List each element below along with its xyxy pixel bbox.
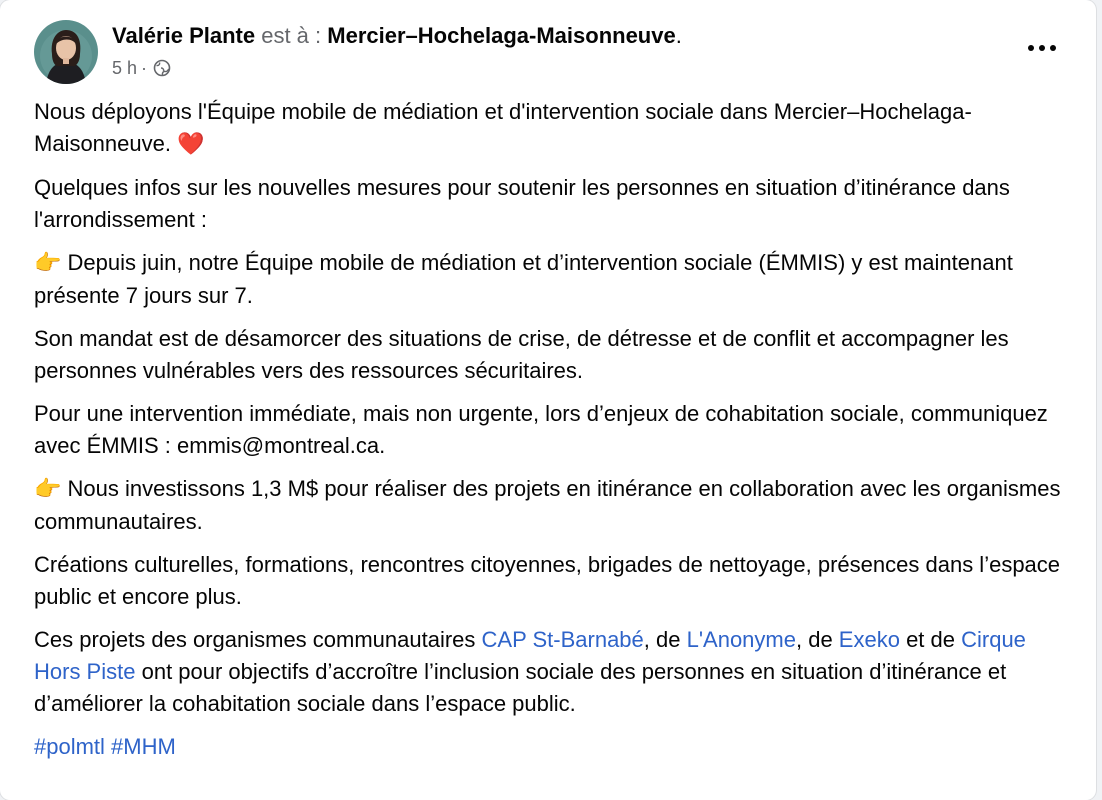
post-header <box>112 22 682 50</box>
paragraph-8 <box>34 624 1064 720</box>
paragraph-6-text: Nous investissons 1,3 M$ pour réaliser des projets en itinérance en collaboration avec les organismes communautaires. <box>34 476 1061 534</box>
paragraph-8-text-e: ont pour objectifs d’accroître l’inclusion sociale des personnes en situation d’itinérance et d’améliorer la cohabitation sociale dans l’espace public. <box>34 659 1007 716</box>
author-avatar[interactable] <box>34 20 98 84</box>
link-lanonyme[interactable]: L'Anonyme <box>686 627 796 652</box>
post-time[interactable]: 5 h <box>112 58 138 78</box>
link-exeko[interactable]: Exeko <box>838 627 900 652</box>
paragraph-1 <box>34 96 1064 161</box>
more-dot <box>1039 45 1045 51</box>
is-at-text: est à : <box>261 23 322 48</box>
paragraph-8-text-c: , de <box>795 627 839 652</box>
more-dot <box>1028 45 1034 51</box>
paragraph-8-text-b: , de <box>643 627 687 652</box>
pointing-hand-emoji: 👉 <box>34 477 62 502</box>
heart-emoji: ❤️ <box>177 132 205 157</box>
location-link[interactable]: Mercier–Hochelaga-Maisonneuve <box>327 23 676 48</box>
post-meta <box>112 56 171 80</box>
hashtag-polmtl[interactable]: #polmtl <box>34 734 105 759</box>
location-period: . <box>675 23 682 48</box>
paragraph-1-text: Nous déployons l'Équipe mobile de médiation et d'intervention sociale dans Mercier–Hochelaga-Maisonneuve. <box>34 99 972 156</box>
hashtags <box>34 731 1064 763</box>
paragraph-8-text-d: et de <box>899 627 962 652</box>
author-name[interactable]: Valérie Plante <box>112 23 256 48</box>
link-cap-st-barnabe[interactable]: CAP St-Barnabé <box>481 627 644 652</box>
paragraph-5: Pour une intervention immédiate, mais non urgente, lors d’enjeux de cohabitation sociale, communiquez avec ÉMMIS : emmis@montreal.ca. <box>34 401 1048 458</box>
paragraph-4: Son mandat est de désamorcer des situations de crise, de détresse et de conflit et accompagner les personnes vulnérables vers des ressources sécuritaires. <box>34 326 1009 383</box>
paragraph-3 <box>34 247 1064 312</box>
more-options-icon[interactable] <box>1020 30 1064 66</box>
paragraph-2: Quelques infos sur les nouvelles mesures pour soutenir les personnes en situation d’itinérance dans l'arrondissement : <box>34 175 1010 232</box>
more-dot <box>1050 45 1056 51</box>
post-body <box>34 96 1064 774</box>
paragraph-3-text: Depuis juin, notre Équipe mobile de médiation et d’intervention sociale (ÉMMIS) y est maintenant présente 7 jours sur 7. <box>34 250 1013 308</box>
paragraph-6 <box>34 473 1064 538</box>
paragraph-7: Créations culturelles, formations, rencontres citoyennes, brigades de nettoyage, présences dans l’espace public et encore plus. <box>34 552 1061 609</box>
link-cirque-hors-piste[interactable]: Cirque Hors Piste <box>34 627 1026 684</box>
globe-icon[interactable] <box>153 59 171 77</box>
hashtag-mhm[interactable]: #MHM <box>111 734 176 759</box>
meta-separator: · <box>141 58 148 78</box>
pointing-hand-emoji: 👉 <box>34 251 62 276</box>
paragraph-8-text-a: Ces projets des organismes communautaires <box>34 627 482 652</box>
